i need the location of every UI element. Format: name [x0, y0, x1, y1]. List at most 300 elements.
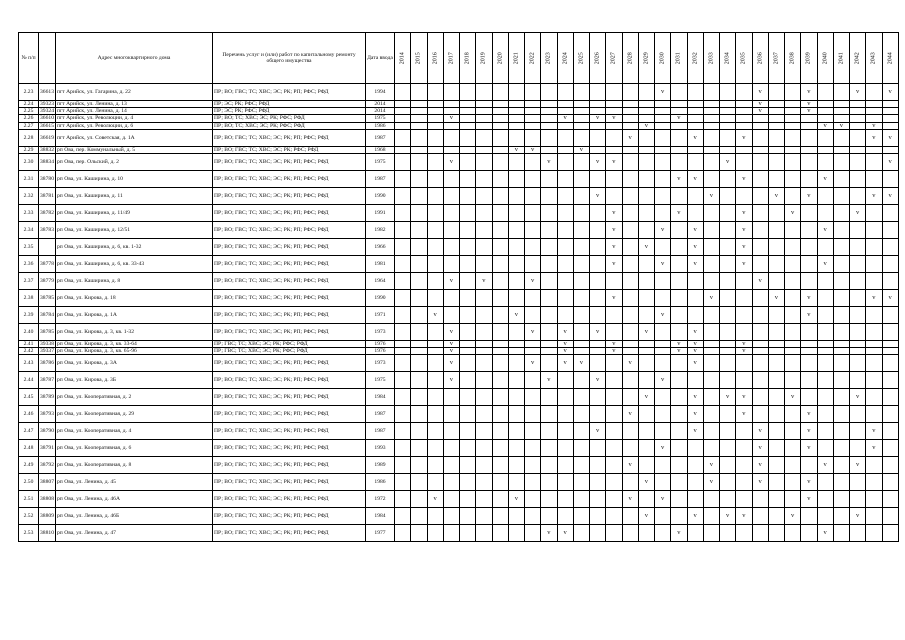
year-cell	[638, 290, 654, 307]
year-cell	[622, 108, 638, 115]
row-number: 2.38	[19, 290, 39, 307]
year-cell	[752, 115, 768, 122]
building-id: 38832	[40, 146, 54, 153]
year-cell	[395, 290, 411, 307]
row-number: 2.49	[19, 457, 39, 474]
repair-mark: v	[703, 290, 719, 307]
year-cell	[703, 372, 719, 389]
year-cell	[411, 205, 427, 222]
repair-mark: v	[525, 355, 541, 372]
year-cell	[638, 372, 654, 389]
year-cell	[476, 101, 492, 108]
year-cell	[720, 256, 736, 273]
commission-year: 1984	[366, 389, 395, 406]
year-cell	[833, 508, 849, 525]
year-header	[687, 33, 703, 84]
year-cell	[573, 389, 589, 406]
year-cell	[525, 84, 541, 101]
year-label: 2016	[431, 52, 438, 64]
year-cell	[557, 372, 573, 389]
year-cell	[817, 146, 833, 153]
year-cell	[850, 348, 866, 355]
year-cell	[687, 525, 703, 542]
repair-mark: v	[736, 341, 752, 348]
year-cell	[476, 205, 492, 222]
year-cell	[720, 146, 736, 153]
year-cell	[606, 171, 622, 188]
year-header	[655, 33, 671, 84]
repair-mark: v	[720, 508, 736, 525]
year-cell	[655, 171, 671, 188]
year-cell	[655, 154, 671, 171]
year-cell	[752, 508, 768, 525]
repair-mark: v	[768, 188, 784, 205]
year-cell	[671, 508, 687, 525]
year-cell	[866, 525, 882, 542]
repair-mark: v	[850, 389, 866, 406]
year-cell	[443, 101, 459, 108]
repair-mark: v	[638, 324, 654, 341]
year-cell	[573, 372, 589, 389]
repair-mark: v	[557, 324, 573, 341]
year-cell	[492, 307, 508, 324]
year-cell	[736, 290, 752, 307]
year-cell	[460, 205, 476, 222]
year-cell	[590, 129, 606, 146]
repair-mark: v	[606, 290, 622, 307]
building-address: пгт Арийск, ул. Советская, д. 1А	[56, 129, 213, 146]
year-label: 2037	[773, 52, 780, 64]
year-cell	[817, 474, 833, 491]
year-cell	[492, 406, 508, 423]
building-address: рп Ова, ул. Кооперативная, д. 6	[56, 440, 213, 457]
works-list: ПР; ВО; ТС; ХВС; ЭС; РК; РФС; РФД	[213, 122, 366, 129]
repair-mark: v	[590, 115, 606, 122]
table-row	[19, 154, 899, 171]
year-cell	[525, 129, 541, 146]
year-cell	[785, 355, 801, 372]
year-cell	[768, 389, 784, 406]
year-cell	[411, 406, 427, 423]
repair-mark: v	[687, 355, 703, 372]
commission-year: 1991	[366, 205, 395, 222]
building-id: 38784	[39, 307, 56, 324]
year-cell	[703, 341, 719, 348]
year-cell	[573, 154, 589, 171]
year-cell	[476, 154, 492, 171]
year-cell	[768, 146, 784, 153]
year-cell	[785, 122, 801, 129]
year-cell	[638, 256, 654, 273]
year-cell	[427, 525, 443, 542]
works-list: ПР; ВО; ГВС; ТС; ХВС; ЭС; РК; РП; РФС; РФД	[213, 290, 366, 307]
repair-mark: v	[655, 84, 671, 101]
year-cell	[476, 423, 492, 440]
year-cell	[573, 171, 589, 188]
year-cell	[622, 146, 638, 153]
repair-mark: v	[590, 188, 606, 205]
year-cell	[541, 341, 557, 348]
year-cell	[817, 290, 833, 307]
year-cell	[703, 525, 719, 542]
year-label: 2015	[415, 52, 422, 64]
year-cell	[817, 101, 833, 108]
row-number: 2.47	[19, 423, 39, 440]
year-cell	[541, 222, 557, 239]
year-cell	[492, 108, 508, 115]
year-cell	[411, 101, 427, 108]
year-cell	[768, 474, 784, 491]
year-cell	[606, 423, 622, 440]
row-number: 2.23	[19, 84, 39, 101]
year-cell	[866, 146, 882, 153]
year-cell	[866, 389, 882, 406]
row-number: 2.46	[19, 406, 39, 423]
repair-mark: v	[866, 188, 882, 205]
repair-mark: v	[638, 122, 654, 129]
repair-mark: v	[443, 273, 459, 290]
year-cell	[622, 84, 638, 101]
year-cell	[687, 115, 703, 122]
year-cell	[460, 406, 476, 423]
year-cell	[427, 474, 443, 491]
year-cell	[411, 341, 427, 348]
year-cell	[443, 423, 459, 440]
year-cell	[395, 171, 411, 188]
year-cell	[427, 389, 443, 406]
year-header	[622, 33, 638, 84]
year-cell	[850, 406, 866, 423]
commission-year: 1972	[366, 491, 395, 508]
year-cell	[850, 341, 866, 348]
year-cell	[703, 256, 719, 273]
repair-mark: v	[687, 222, 703, 239]
year-cell	[833, 307, 849, 324]
commission-year: 1984	[366, 508, 395, 525]
year-cell	[525, 307, 541, 324]
year-cell	[427, 355, 443, 372]
year-cell	[541, 256, 557, 273]
year-cell	[703, 239, 719, 256]
year-header	[606, 33, 622, 84]
year-cell	[476, 355, 492, 372]
year-cell	[460, 84, 476, 101]
year-cell	[671, 290, 687, 307]
year-cell	[752, 491, 768, 508]
year-cell	[703, 154, 719, 171]
year-label: 2023	[545, 52, 552, 64]
year-cell	[720, 474, 736, 491]
repair-mark: v	[801, 423, 817, 440]
year-cell	[508, 171, 524, 188]
row-number: 2.50	[19, 474, 39, 491]
building-address: рп Ова, ул. Кирова, д. 3Б	[56, 372, 213, 389]
year-cell	[395, 525, 411, 542]
year-cell	[395, 457, 411, 474]
year-cell	[703, 348, 719, 355]
year-cell	[655, 457, 671, 474]
year-cell	[541, 188, 557, 205]
year-cell	[655, 146, 671, 153]
repair-mark: v	[638, 508, 654, 525]
year-cell	[882, 440, 898, 457]
works-list: ПР; ГВС; ТС; ХВС; ЭС; РК; РФС; РФД	[213, 341, 366, 348]
year-cell	[850, 101, 866, 108]
year-label: 2039	[805, 52, 812, 64]
year-cell	[752, 324, 768, 341]
year-cell	[508, 256, 524, 273]
year-cell	[541, 324, 557, 341]
year-cell	[427, 115, 443, 122]
repair-mark: v	[866, 423, 882, 440]
year-cell	[882, 324, 898, 341]
table-row	[19, 273, 899, 290]
row-number: 2.53	[19, 525, 39, 542]
repair-mark: v	[655, 222, 671, 239]
repair-mark: v	[557, 341, 573, 348]
year-cell	[492, 355, 508, 372]
year-cell	[411, 122, 427, 129]
year-cell	[671, 154, 687, 171]
table-row	[19, 108, 899, 115]
year-cell	[736, 146, 752, 153]
year-cell	[395, 84, 411, 101]
works-list: ПР; ВО; ТС; ХВС; ЭС; РК; РФС; РФД	[213, 115, 366, 122]
year-cell	[833, 129, 849, 146]
year-cell	[476, 171, 492, 188]
repair-mark: v	[736, 256, 752, 273]
year-cell	[395, 355, 411, 372]
repair-mark: v	[801, 307, 817, 324]
repair-mark: v	[541, 154, 557, 171]
year-cell	[671, 108, 687, 115]
year-cell	[801, 154, 817, 171]
year-cell	[768, 101, 784, 108]
year-cell	[866, 491, 882, 508]
building-address: рп Ова, ул. Каширина, д. 6, кв. 33-43	[56, 256, 213, 273]
year-cell	[752, 372, 768, 389]
building-id: 38808	[39, 491, 56, 508]
repair-mark: v	[736, 205, 752, 222]
year-cell	[525, 423, 541, 440]
works-list: ПР; ЭС; РК; РФС; РФД	[213, 101, 366, 108]
building-id: 39337	[40, 348, 54, 355]
year-cell	[508, 423, 524, 440]
year-cell	[785, 171, 801, 188]
year-cell	[817, 188, 833, 205]
year-cell	[850, 474, 866, 491]
year-cell	[460, 222, 476, 239]
building-id: 39323	[40, 101, 54, 107]
year-cell	[866, 222, 882, 239]
year-cell	[557, 440, 573, 457]
year-cell	[768, 122, 784, 129]
year-cell	[801, 273, 817, 290]
year-cell	[590, 171, 606, 188]
year-cell	[508, 324, 524, 341]
year-cell	[525, 372, 541, 389]
year-cell	[752, 525, 768, 542]
row-number: 2.24	[19, 101, 39, 108]
header-address: Адрес многоквартирного дома	[56, 33, 213, 84]
year-cell	[736, 115, 752, 122]
year-cell	[622, 423, 638, 440]
year-cell	[508, 440, 524, 457]
year-cell	[508, 154, 524, 171]
year-cell	[606, 146, 622, 153]
year-cell	[801, 146, 817, 153]
table-row	[19, 101, 899, 108]
building-id: 38807	[39, 474, 56, 491]
year-cell	[703, 146, 719, 153]
year-cell	[508, 525, 524, 542]
year-cell	[833, 423, 849, 440]
table-row	[19, 256, 899, 273]
year-cell	[460, 108, 476, 115]
year-cell	[590, 307, 606, 324]
year-cell	[817, 273, 833, 290]
year-cell	[833, 115, 849, 122]
year-cell	[752, 406, 768, 423]
repair-mark: v	[752, 84, 768, 101]
year-cell	[850, 324, 866, 341]
year-cell	[557, 171, 573, 188]
year-cell	[720, 171, 736, 188]
year-cell	[492, 239, 508, 256]
year-cell	[492, 389, 508, 406]
year-cell	[557, 290, 573, 307]
year-header	[736, 33, 752, 84]
year-cell	[671, 146, 687, 153]
year-cell	[785, 108, 801, 115]
year-cell	[671, 389, 687, 406]
table-row	[19, 355, 899, 372]
year-cell	[833, 389, 849, 406]
year-cell	[785, 341, 801, 348]
repair-mark: v	[443, 355, 459, 372]
year-cell	[703, 307, 719, 324]
year-cell	[720, 307, 736, 324]
year-cell	[492, 372, 508, 389]
year-cell	[460, 122, 476, 129]
year-cell	[590, 355, 606, 372]
year-cell	[817, 389, 833, 406]
year-cell	[443, 440, 459, 457]
year-cell	[687, 154, 703, 171]
year-cell	[622, 205, 638, 222]
year-cell	[671, 406, 687, 423]
year-cell	[622, 440, 638, 457]
repair-mark: v	[687, 239, 703, 256]
year-cell	[541, 122, 557, 129]
year-cell	[541, 491, 557, 508]
year-cell	[850, 290, 866, 307]
year-cell	[460, 146, 476, 153]
year-header	[427, 33, 443, 84]
year-cell	[866, 307, 882, 324]
table-row	[19, 389, 899, 406]
year-cell	[460, 474, 476, 491]
repair-schedule-table	[18, 32, 899, 542]
year-cell	[508, 115, 524, 122]
repair-mark: v	[785, 389, 801, 406]
year-cell	[427, 348, 443, 355]
year-cell	[395, 406, 411, 423]
repair-mark: v	[785, 205, 801, 222]
year-cell	[525, 525, 541, 542]
works-list: ПР; ГВС; ТС; ХВС; ЭС; РК; РФС; РФД	[213, 348, 366, 355]
year-cell	[655, 290, 671, 307]
year-cell	[476, 525, 492, 542]
year-cell	[443, 84, 459, 101]
year-cell	[752, 171, 768, 188]
year-cell	[492, 290, 508, 307]
year-cell	[525, 171, 541, 188]
year-cell	[573, 290, 589, 307]
year-label: 2017	[448, 52, 455, 64]
repair-mark: v	[736, 508, 752, 525]
year-cell	[573, 508, 589, 525]
works-list: ПР; ВО; ГВС; ТС; ХВС; ЭС; РК; РП; РФС; РФД	[213, 222, 366, 239]
year-cell	[508, 508, 524, 525]
repair-mark: v	[817, 122, 833, 129]
year-cell	[573, 122, 589, 129]
table-row	[19, 290, 899, 307]
year-cell	[411, 307, 427, 324]
year-cell	[492, 146, 508, 153]
year-cell	[460, 324, 476, 341]
year-cell	[736, 307, 752, 324]
building-address: рп Ова, ул. Кооперативная, д. 8	[56, 457, 213, 474]
works-list: ПР; ВО; ГВС; ТС; ХВС; ЭС; РК; РП; РФС; РФД	[213, 372, 366, 389]
year-cell	[687, 290, 703, 307]
year-cell	[882, 508, 898, 525]
year-cell	[785, 491, 801, 508]
year-cell	[573, 348, 589, 355]
year-cell	[557, 256, 573, 273]
year-cell	[460, 171, 476, 188]
year-cell	[476, 440, 492, 457]
year-cell	[590, 222, 606, 239]
commission-year: 1986	[366, 474, 395, 491]
year-cell	[573, 256, 589, 273]
repair-mark: v	[525, 146, 541, 153]
repair-mark: v	[590, 154, 606, 171]
year-cell	[622, 525, 638, 542]
year-cell	[866, 324, 882, 341]
year-cell	[882, 525, 898, 542]
repair-mark: v	[817, 525, 833, 542]
year-cell	[638, 205, 654, 222]
year-cell	[395, 440, 411, 457]
building-id: 36613	[39, 84, 56, 101]
year-cell	[833, 355, 849, 372]
commission-year: 1966	[366, 239, 395, 256]
year-label: 2035	[740, 52, 747, 64]
year-cell	[460, 154, 476, 171]
year-cell	[557, 188, 573, 205]
commission-year: 1973	[366, 324, 395, 341]
repair-mark: v	[590, 423, 606, 440]
year-cell	[785, 84, 801, 101]
year-cell	[541, 146, 557, 153]
repair-mark: v	[671, 525, 687, 542]
year-cell	[622, 222, 638, 239]
repair-mark: v	[752, 457, 768, 474]
year-cell	[655, 389, 671, 406]
year-cell	[443, 491, 459, 508]
year-cell	[476, 508, 492, 525]
